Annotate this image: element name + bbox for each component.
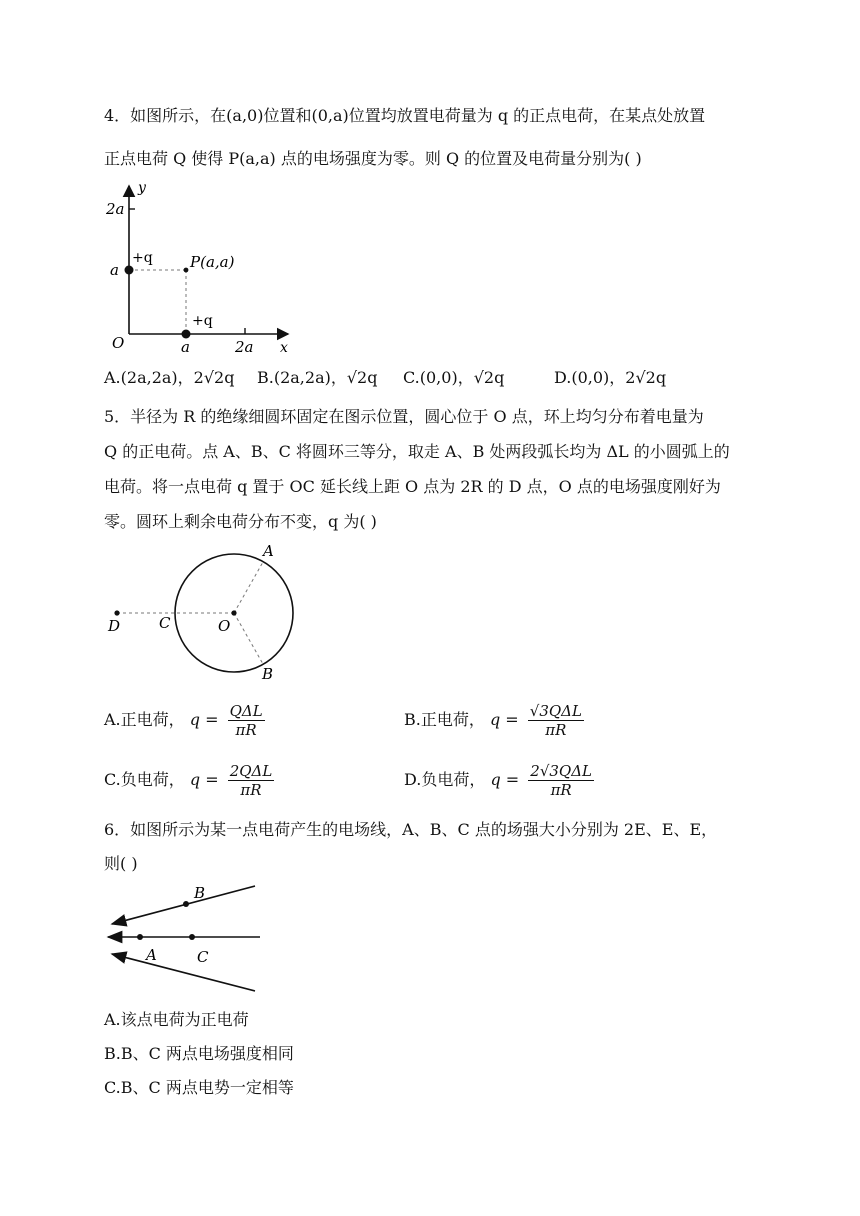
point-c-dot [189, 934, 195, 940]
q5-option-d[interactable] [404, 762, 594, 799]
q4-option-a[interactable]: A.(2a,2a)，2√2q [104, 368, 235, 387]
q5-option-c[interactable] [104, 762, 274, 799]
point-o-dot [231, 610, 236, 615]
q5-option-c-fraction [228, 762, 275, 799]
q4-option-d[interactable]: D.(0,0)，2√2q [554, 368, 667, 387]
q5-option-b-fraction [528, 702, 584, 739]
q6-option-b[interactable]: B.B、C 两点电场强度相同 [104, 1044, 294, 1063]
q5-option-b-lhs: q = [489, 710, 519, 729]
q5-option-c-denominator: πR [240, 781, 262, 799]
y-axis-label: y [138, 180, 146, 196]
charge-top-label: +q [132, 250, 153, 266]
q5-option-a[interactable] [104, 702, 265, 739]
q5-stem-line3: 电荷。将一点电荷 q 置于 OC 延长线上距 O 点为 2R 的 D 点，O 点的电场强度刚好为 [104, 477, 721, 496]
label-o: O [218, 617, 231, 635]
tick-a-x: a [181, 338, 190, 356]
label-b: B [262, 665, 274, 683]
q6-option-c[interactable]: C.B、C 两点电势一定相等 [104, 1078, 294, 1097]
q5-option-d-denominator: πR [550, 781, 572, 799]
label-b: B [194, 884, 206, 902]
label-a: A [263, 542, 274, 560]
q5-option-a-prefix: A.正电荷， [104, 710, 185, 729]
q5-option-b-numerator: √3QΔL [529, 702, 582, 720]
q4-stem-line2: 正点电荷 Q 使得 P(a,a) 点的电场强度为零。则 Q 的位置及电荷量分别为( ) [104, 149, 642, 168]
point-p-dot [184, 268, 189, 273]
q6-option-a[interactable]: A.该点电荷为正电荷 [104, 1010, 249, 1029]
q5-stem-line2: Q 的正电荷。点 A、B、C 将圆环三等分，取走 A、B 处两段弧长均为 ΔL 的小圆弧上的 [104, 442, 730, 461]
charge-top-dot [125, 266, 134, 275]
q5-option-a-numerator: QΔL [229, 702, 263, 720]
q5-option-c-numerator: 2QΔL [229, 762, 273, 780]
q5-stem-line1: 5．半径为 R 的绝缘细圆环固定在图示位置，圆心位于 O 点，环上均匀分布着电量为 [104, 407, 704, 426]
tick-a-y: a [110, 261, 119, 279]
charge-right-label: +q [192, 313, 213, 329]
q5-option-c-prefix: C.负电荷， [104, 770, 185, 789]
q5-option-d-numerator: 2√3QΔL [530, 762, 593, 780]
q4-figure [100, 178, 300, 358]
q5-option-a-lhs: q = [189, 710, 219, 729]
q5-option-d-fraction [528, 762, 594, 799]
q4-option-c[interactable]: C.(0,0)，√2q [403, 368, 505, 387]
q5-option-a-denominator: πR [235, 721, 257, 739]
point-d-dot [114, 610, 119, 615]
label-d: D [108, 617, 121, 635]
field-line-bottom [112, 954, 255, 991]
q4-stem-line1: 4．如图所示，在(a,0)位置和(0,a)位置均放置电荷量为 q 的正点电荷，在某点处放置 [104, 106, 706, 125]
q5-stem-line4: 零。圆环上剩余电荷分布不变，q 为( ) [104, 512, 377, 531]
point-a-dot [137, 934, 143, 940]
q6-stem-line2: 则( ) [104, 854, 138, 873]
q5-option-c-lhs: q = [189, 770, 219, 789]
q4-option-b[interactable]: B.(2a,2a)，√2q [257, 368, 378, 387]
q5-option-b-prefix: B.正电荷， [404, 710, 485, 729]
q5-option-d-prefix: D.负电荷， [404, 770, 486, 789]
label-c: C [159, 614, 171, 632]
q6-stem-line1: 6．如图所示为某一点电荷产生的电场线，A、B、C 点的场强大小分别为 2E、E、E， [104, 820, 718, 839]
q6-figure [100, 878, 270, 998]
q5-option-b[interactable] [404, 702, 584, 739]
point-p-label: P(a,a) [190, 253, 235, 271]
q5-option-a-fraction [228, 702, 265, 739]
label-c: C [197, 948, 209, 966]
q5-figure [100, 538, 320, 688]
x-axis-label: x [280, 340, 288, 356]
q5-option-d-lhs: q = [490, 770, 520, 789]
label-a: A [146, 946, 157, 964]
point-b-dot [183, 901, 189, 907]
tick-2a-y: 2a [106, 200, 125, 218]
tick-2a-x: 2a [235, 338, 254, 356]
origin-label: O [112, 334, 125, 352]
q5-option-b-denominator: πR [545, 721, 567, 739]
